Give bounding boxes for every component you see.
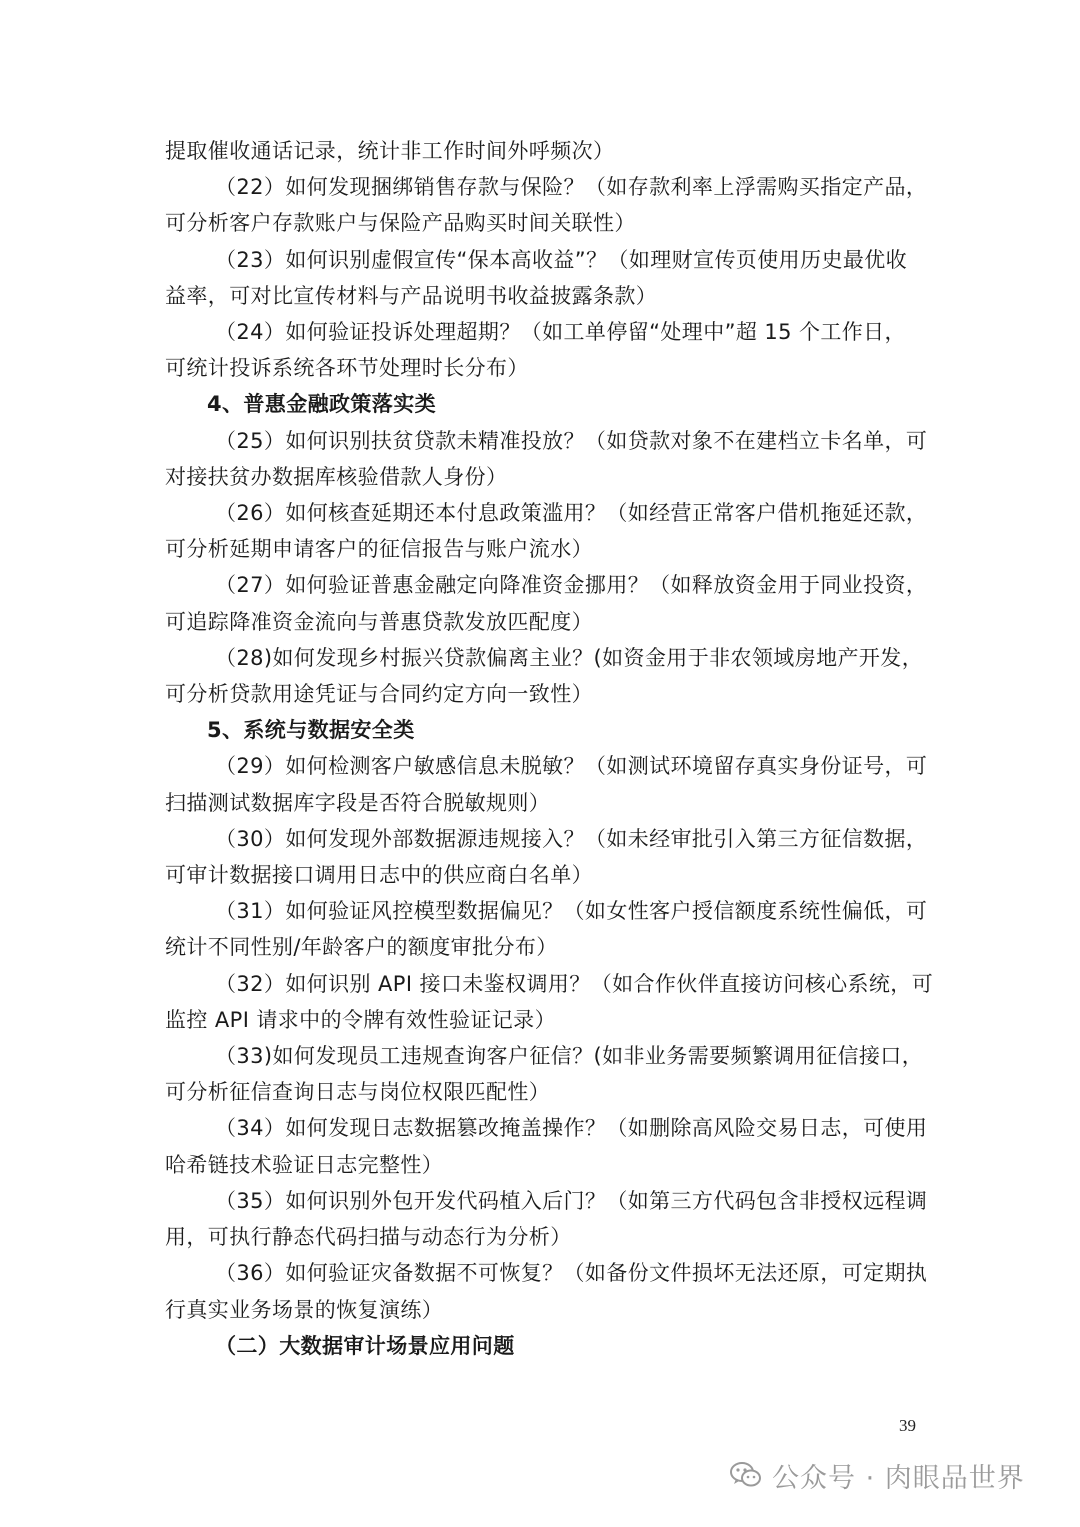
paragraph-line: 可追踪降准资金流向与普惠贷款发放匹配度）	[165, 609, 593, 634]
paragraph-line: 可分析贷款用途凭证与合同约定方向一致性）	[165, 682, 593, 707]
watermark-text: 公众号 · 肉眼品世界	[772, 1462, 1025, 1494]
paragraph-line: 提取催收通话记录，统计非工作时间外呼频次）	[165, 139, 615, 163]
paragraph-line: 监控 API 请求中的令牌有效性验证记录）	[165, 1007, 556, 1032]
wechat-icon	[730, 1461, 762, 1489]
paragraph-line: 对接扶贫办数据库核验借款人身份）	[165, 464, 508, 489]
paragraph-line: （36）如何验证灾备数据不可恢复？（如备份文件损坏无法还原，可定期执	[215, 1261, 928, 1286]
page-number: 39	[899, 1416, 916, 1435]
paragraph-line: 益率，可对比宣传材料与产品说明书收益披露条款）	[165, 283, 658, 308]
paragraph-line: （29）如何检测客户敏感信息未脱敏？（如测试环境留存真实身份证号，可	[215, 754, 928, 779]
paragraph-line: （33)如何发现员工违规查询客户征信？(如非业务需要频繁调用征信接口，	[215, 1044, 924, 1069]
section-heading: 4、普惠金融政策落实类	[207, 392, 437, 417]
section-heading: （二）大数据审计场景应用问题	[215, 1333, 515, 1358]
paragraph-line: 行真实业务场景的恢复演练）	[165, 1297, 444, 1322]
paragraph-line: （24）如何验证投诉处理超期？（如工单停留“处理中”超 15 个工作日，	[215, 320, 906, 345]
paragraph-line: 用，可执行静态代码扫描与动态行为分析）	[165, 1225, 572, 1250]
paragraph-line: 可分析征信查询日志与岗位权限匹配性）	[165, 1080, 551, 1105]
watermark	[730, 1455, 1025, 1495]
paragraph-line: 可分析客户存款账户与保险产品购买时间关联性）	[165, 211, 636, 236]
section-heading: 5、系统与数据安全类	[207, 718, 415, 743]
paragraph-line: （35）如何识别外包开发代码植入后门？（如第三方代码包含非授权远程调	[215, 1188, 928, 1213]
paragraph-line: 扫描测试数据库字段是否符合脱敏规则）	[165, 790, 551, 815]
paragraph-line: 可审计数据接口调用日志中的供应商白名单）	[165, 863, 593, 888]
document-body	[165, 133, 934, 1364]
paragraph-line: （28)如何发现乡村振兴贷款偏离主业？(如资金用于非农领域房地产开发，	[215, 645, 924, 670]
paragraph-line: 可统计投诉系统各环节处理时长分布）	[165, 356, 529, 381]
paragraph-line: （23）如何识别虚假宣传“保本高收益”？（如理财宣传页使用历史最优收	[215, 247, 908, 272]
paragraph-line: 可分析延期申请客户的征信报告与账户流水）	[165, 537, 593, 562]
paragraph-line: （32）如何识别 API 接口未鉴权调用？（如合作伙伴直接访问核心系统，可	[215, 971, 934, 996]
paragraph-line: （34）如何发现日志数据篡改掩盖操作？（如删除高风险交易日志，可使用	[215, 1116, 928, 1141]
paragraph-line: （22）如何发现捆绑销售存款与保险？（如存款利率上浮需购买指定产品，	[215, 175, 928, 200]
paragraph-line: （25）如何识别扶贫贷款未精准投放？（如贷款对象不在建档立卡名单，可	[215, 428, 928, 453]
paragraph-line: （26）如何核查延期还本付息政策滥用？（如经营正常客户借机拖延还款，	[215, 501, 928, 526]
paragraph-line: 哈希链技术验证日志完整性）	[165, 1152, 444, 1177]
paragraph-line: （30）如何发现外部数据源违规接入？（如未经审批引入第三方征信数据，	[215, 826, 928, 851]
paragraph-line: （31）如何验证风控模型数据偏见？（如女性客户授信额度系统性偏低，可	[215, 899, 928, 924]
paragraph-line: （27）如何验证普惠金融定向降准资金挪用？（如释放资金用于同业投资，	[215, 573, 928, 598]
paragraph-line: 统计不同性别/年龄客户的额度审批分布）	[165, 935, 558, 960]
